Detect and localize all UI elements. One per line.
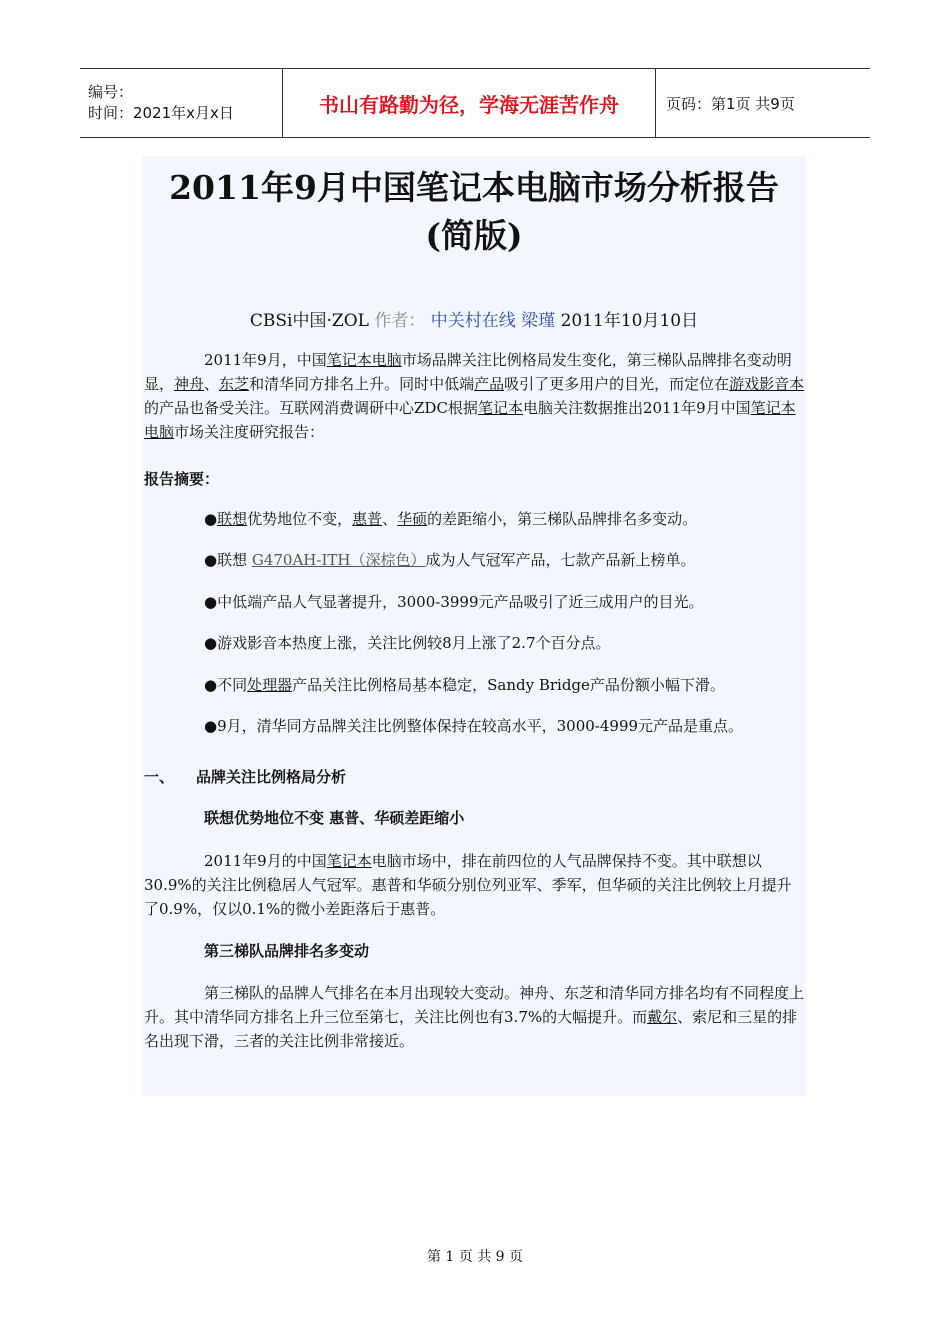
subheading-1: 联想优势地位不变 惠普、华硕差距缩小 [204, 809, 465, 827]
byline-source: CBSi中国·ZOL [249, 311, 369, 331]
text-run: 电脑市场中，排在前四位的人气品牌保持不变。其中联想以30.9%的关注比例稳居人气冠军。惠普和华硕分别位列亚军、季军，但华硕的关注比例较上月提升了0.9%，仅以0.1%的微小差距落后于惠普。 [144, 852, 792, 918]
link-notebook-3[interactable]: 笔记本电脑 [144, 399, 796, 441]
text-run: 电脑关注数据推出2011年9月中国 [522, 399, 751, 417]
summary-bullet-3: ●中低端产品人气显著提升，3000-3999元产品吸引了近三成用户的目光。 [204, 593, 704, 611]
text-run: 市场关注度研究报告： [174, 423, 325, 441]
summary-bullet-1 [204, 508, 804, 530]
link-gaming-notebook[interactable]: 游戏影音本 [729, 375, 805, 393]
title-line-2: (简版) [425, 216, 523, 255]
text-run: 优势地位不变， [247, 510, 353, 528]
text-run: 、 [382, 510, 398, 528]
link-notebook-4[interactable]: 笔记本 [326, 852, 372, 870]
text-run: 产品关注比例格局基本稳定，Sandy Bridge产品份额小幅下滑。 [292, 676, 725, 694]
text-run: 2011年9月，中国 [204, 351, 327, 369]
byline-author[interactable]: 中关村在线 梁瑾 [430, 311, 556, 331]
summary-bullet-5 [204, 674, 804, 696]
link-processor[interactable]: 处理器 [247, 676, 293, 694]
summary-heading: 报告摘要： [144, 470, 220, 488]
bullet-marker: ● [204, 510, 218, 528]
page-info-text: 页码：第1页 共9页 [666, 94, 795, 113]
summary-bullet-2 [204, 549, 804, 571]
document-title [142, 164, 806, 260]
text-run: 2011年9月的中国 [204, 852, 327, 870]
intro-paragraph [144, 348, 806, 444]
page-footer: 第 1 页 共 9 页 [426, 1249, 524, 1265]
summary-bullet-6: ●9月，清华同方品牌关注比例整体保持在较高水平，3000-4999元产品是重点。 [204, 717, 744, 735]
paragraph-3 [144, 981, 806, 1053]
header-motto [282, 69, 656, 137]
link-asus[interactable]: 华硕 [397, 510, 428, 528]
subheading-2: 第三梯队品牌排名多变动 [204, 942, 370, 960]
byline-author-label: 作者： [374, 311, 426, 331]
text-run: 的产品也备受关注。互联网消费调研中心ZDC根据 [144, 399, 478, 417]
motto-text: 书山有路勤为径，学海无涯苦作舟 [319, 92, 619, 117]
section-1-title: 品牌关注比例格局分析 [196, 768, 347, 786]
text-run: 第三梯队的品牌人气排名在本月出现较大变动。神舟、东芝和清华同方排名均有不同程度上升。其中清华同方排名上升三位至第七，关注比例也有3.7%的大幅提升。而 [144, 984, 805, 1026]
link-lenovo[interactable]: 联想 [217, 510, 248, 528]
text-run: ●不同 [204, 676, 248, 694]
link-notebook-2[interactable]: 笔记本 [477, 399, 523, 417]
document-header [80, 68, 870, 138]
text-run: 吸引了更多用户的目光，而定位在 [504, 375, 730, 393]
link-toshiba[interactable]: 东芝 [219, 375, 250, 393]
text-run: 、索尼和三星的排名出现下滑，三者的关注比例非常接近。 [144, 1008, 798, 1050]
byline-date: 2011年10月10日 [560, 311, 699, 331]
link-dell[interactable]: 戴尔 [647, 1008, 678, 1026]
link-product[interactable]: 产品 [474, 375, 505, 393]
time-label: 时间：2021年x月x日 [88, 104, 234, 122]
document-body [142, 156, 806, 1096]
paragraph-2 [144, 849, 806, 921]
title-line-1: 2011年9月中国笔记本电脑市场分析报告 [169, 168, 779, 207]
text-run: 市场品牌关注比例格局发生变化，第三梯队品牌排名变动明显， [144, 351, 792, 393]
header-meta [80, 69, 282, 137]
text-run: 成为人气冠军产品，七款产品新上榜单。 [425, 551, 696, 569]
text-run: 、 [204, 375, 220, 393]
section-1-number: 一、 [144, 768, 175, 786]
byline [142, 306, 806, 331]
text-run: ●联想 [204, 551, 252, 569]
header-page-info [656, 69, 870, 137]
text-run: 和清华同方排名上升。同时中低端 [249, 375, 475, 393]
number-label: 编号： [88, 83, 134, 101]
summary-bullet-4: ●游戏影音本热度上涨，关注比例较8月上涨了2.7个百分点。 [204, 634, 611, 652]
text-run: 的差距缩小，第三梯队品牌排名多变动。 [427, 510, 698, 528]
link-hasee[interactable]: 神舟 [174, 375, 205, 393]
link-notebook[interactable]: 笔记本电脑 [326, 351, 402, 369]
link-hp[interactable]: 惠普 [352, 510, 383, 528]
link-g470ah-ith[interactable]: G470AH-ITH（深棕色） [251, 551, 426, 569]
